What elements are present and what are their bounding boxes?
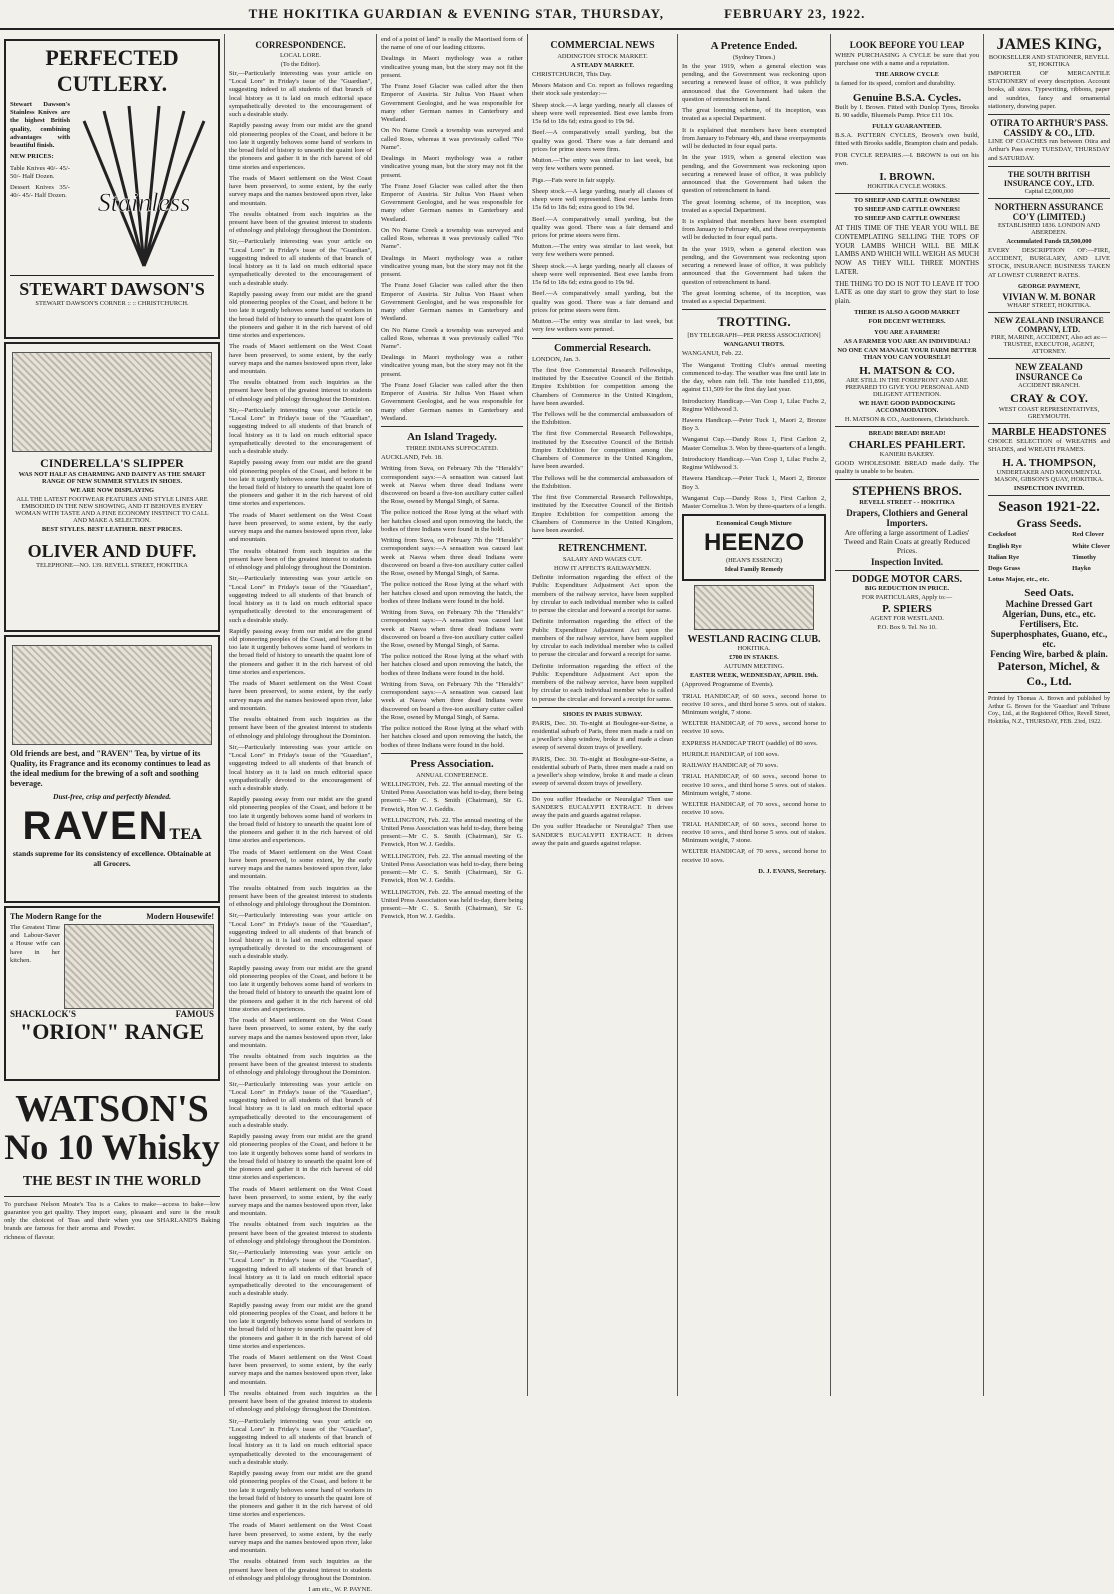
- bsa-head: Genuine B.S.A. Cycles.: [852, 91, 962, 104]
- trotting-para: Wanganui Cup.—Dandy Ross 1, First Carlton 2, Master Cornelius 3. Won by three-quarters of a length.: [682, 494, 827, 511]
- cutlery-title: PERFECTED CUTLERY.: [45, 45, 179, 96]
- range-right: Modern Housewife!: [146, 912, 214, 921]
- watson-name: WATSON'S: [15, 1088, 209, 1130]
- correspondence-sub: LOCAL LORE.: [280, 52, 321, 59]
- sheep-line: TO SHEEP AND CATTLE OWNERS!: [854, 215, 960, 223]
- corr-para: Rapidly passing away from our midst are the grand old pioneering peoples of the Coast, and before it be too late it urgently behoves some hand of workers in the broad field of history to unearth the quaint lore of the pioneers and gather it in the rich harvest of old time stories and experiences.: [229, 1301, 372, 1350]
- northern-head: NORTHERN ASSURANCE CO'Y (LIMITED.): [994, 201, 1104, 222]
- seed-item: Timothy: [1072, 553, 1097, 561]
- seed-item: Cocksfoot: [988, 531, 1017, 539]
- comm-para: Mutton.—The entry was similar to last week, but very few wethers were penned.: [532, 157, 673, 173]
- comm-para: Messrs Matson and Co. report as follows regarding their stock sale yesterday:—: [532, 82, 673, 98]
- corr-para: The results obtained from such inquiries as the present have been of the greatest interest to students of ethnology and philology throughout the Dominion.: [229, 1053, 372, 1077]
- po-box: P.O. Box 9. Tel. No 10.: [877, 624, 937, 632]
- corr-para: Rapidly passing away from our midst are the grand old pioneering peoples of the Coast, and before it be too late it urgently behoves some hand of workers in the broad field of history to unearth the quaint lore of the pioneers and gather it in the rich harvest of old time stories and experiences.: [229, 1470, 372, 1519]
- otira-body: LINE OF COACHES run between Otira and Arthur's Pass every TUESDAY, THURSDAY and SATURDAY.: [988, 138, 1110, 162]
- racing-para: RAILWAY HANDICAP, of 70 sovs.: [682, 762, 779, 770]
- island-para: Writing from Suva, on February 7th the "Herald's" correspondent says:—A sensation was caused last week at Nasva when three dead Indians were discovered on board a five-ton auxiliary cutter called the Rose, owned by Mungal Singh, of Sarna.: [381, 609, 523, 649]
- corr-para: The roads of Maori settlement on the West Coast have been preserved, to some extent, by the early survey maps and the names bestowed upon river, lake and mountain.: [229, 1017, 372, 1049]
- seed-item: Italian Rye: [988, 553, 1020, 561]
- pretence-para: In the year 1919, when a general election was pending, and the Government was reckoning upon securing a renewed lease of office, it was publicly announced that the Government had taken the question of retrenchment in hand.: [682, 245, 826, 286]
- george-payment: GEORGE PAYMENT,: [1017, 282, 1081, 290]
- slipper-line: WAS NOT HALF AS CHARMING AND DAINTY AS THE SMART RANGE OF NEW SUMMER STYLES IN SHOES.: [18, 471, 206, 485]
- cutlery-text: Stewart Dawson's Stainless Knives are the highest British quality, combining advantages with beautiful finish.: [10, 101, 70, 150]
- trotting-source: [BY TELEGRAPH—PER PRESS ASSOCIATION]: [687, 332, 821, 340]
- corr-para: The roads of Maori settlement on the West Coast have been preserved, to some extent, by the early survey maps and the names bestowed upon river, lake and mountain.: [229, 511, 372, 544]
- heenzo-top: Economical Cough Mixture: [716, 520, 792, 528]
- od-name: OLIVER AND DUFF.: [27, 541, 197, 561]
- eagle-illustration: [12, 645, 212, 745]
- racing-town: HOKITIKA.: [737, 645, 771, 653]
- shoes-para: PARIS, Dec. 30. To-night at Boulogne-sur-Seine, a residential suburb of Paris, three men made a raid on a jeweller's shop window, broke it and made a clean sweep of several dozen trays of jewellery.: [532, 719, 673, 752]
- drapers-body: Are offering a large assortment of Ladies' Tweed and Rain Coats at greatly Reduced Prices.: [844, 528, 970, 556]
- king-sub: BOOKSELLER AND STATIONER, REVELL ST, HOKITIKA: [988, 54, 1110, 68]
- corr-para: The roads of Maori settlement on the West Coast have been preserved, to some extent, by the early survey maps and the names bestowed upon river, lake and mountain.: [229, 1185, 372, 1218]
- press-para: WELLINGTON, Feb. 22. The annual meeting of the United Press Association was held to-day, there being present:—Mr C. S. Smith (Chairman), Sir G. Fenwick, Hon W. J. Geddis.: [381, 852, 523, 885]
- heenzo-tag: Ideal Family Remedy: [724, 566, 784, 574]
- corr-para: The results obtained from such inquiries as the present have been of the greatest interest to students of ethnology and philology throughout the Dominion.: [229, 1389, 372, 1414]
- comm-para: Sheep stock.—A large yarding, nearly all classes of sheep were well represented. Best ewe lambs from 15s 6d to 18s 6d; extra good to 19s 9d.: [532, 187, 673, 212]
- bonar-name: VIVIAN W. M. BONAR: [1002, 291, 1096, 302]
- island-para: AUCKLAND, Feb. 18.: [381, 454, 443, 462]
- dodge-sub: BIG REDUCTION IN PRICE.: [864, 585, 950, 593]
- corr-signoff: I am etc., W. P. PAYNE.: [308, 1586, 372, 1594]
- king-name: JAMES KING,: [996, 36, 1102, 53]
- bread-line: BREAD! BREAD! BREAD!: [868, 429, 946, 437]
- correspondence-head: CORRESPONDENCE.: [255, 40, 346, 50]
- lore-para: The Franz Josef Glacier was called after the then Emperor of Austria. Sir Julius Von Haast when Government Geologist, and he was responsible for many other German names in Canterbury and Westland.: [381, 83, 523, 124]
- corr-para: Sir,—Particularly interesting was your article on "Local Lore" in Friday's issue of the "Guardian", suggesting indeed to all students of that branch of local history as it is laid on much editorial space sympathetically devoted to the encouragement of such a desirable study.: [229, 743, 372, 792]
- corr-para: The results obtained from such inquiries as the present have been of the greatest interest to students of ethnology and philology throughout the Dominion.: [229, 1558, 372, 1582]
- sd-address: STEWART DAWSON'S CORNER :: :: CHRISTCHURCH.: [35, 300, 189, 307]
- northern-body: ESTABLISHED 1836. LONDON AND ABERDEEN.: [997, 221, 1101, 236]
- seed-item: White Clover: [1072, 542, 1110, 550]
- trotting-para: Introductory Handicap.—Van Cosp 1, Lilac Fuchs 2, Regime Wildwood 3.: [682, 397, 826, 413]
- research-para: LONDON, Jan. 3.: [532, 355, 581, 363]
- bonar-address: WHARF STREET, HOKITIKA.: [1007, 301, 1091, 309]
- article-tail: end of a point of land" is really the Maoriised form of the name of one of our leading citizens.: [381, 36, 523, 52]
- tea-note: To purchase Nelson Moate's Tea is a guarantee you get quality. They import only the choicest of Teas and their brands are famous for their aroma and richness of flavour.: [4, 1200, 110, 1241]
- press-sub: ANNUAL CONFERENCE.: [416, 771, 488, 779]
- island-para: Writing from Suva, on February 7th the "Herald's" correspondent says:—A sensation was caused last week at Nasva when three dead Indians were discovered on board a five-ton auxiliary cutter called the Rose, owned by Mungal Singh, of Sarna.: [381, 537, 523, 578]
- south-british: THE SOUTH BRITISH INSURANCE COY., LTD.: [1003, 169, 1095, 188]
- racing-head: WESTLAND RACING CLUB.: [687, 634, 821, 646]
- od-line: TELEPHONE—NO. 139. REVELL STREET, HOKITIKA: [36, 562, 188, 569]
- decent-wethers: FOR DECENT WETHERS.: [868, 317, 946, 325]
- arrow-sub: is famed for its speed, comfort and durability.: [835, 80, 956, 88]
- racehorse-illustration: [694, 585, 814, 630]
- sander-para: Do you suffer Headache or Neuralgia? Then use SANDER'S EUCALYPTI EXTRACT. It drives away the pain and guards against relapse.: [532, 823, 673, 847]
- nz-accident: NEW ZEALAND INSURANCE Co: [1015, 361, 1083, 382]
- shoe-illustration: [12, 352, 212, 452]
- sheep-line: TO SHEEP AND CATTLE OWNERS!: [854, 206, 960, 214]
- corr-para: Sir,—Particularly interesting was your article on "Local Lore" in Friday's issue of the "Guardian", suggesting indeed to all students of that branch of local history as it is laid on much editorial space sympathetically devoted to the encouragement of such a desirable study.: [229, 912, 372, 961]
- trotting-sub: WANGANUI TROTS.: [723, 341, 785, 349]
- corr-para: Sir,—Particularly interesting was your article on "Local Lore" in Friday's issue of the "Guardian", suggesting indeed to all students of that branch of local history as it is laid on much editorial space sympathetically devoted to the encouragement of such a desirable study.: [229, 1080, 372, 1129]
- machine-dressed: Machine Dressed Gart Algerian, Duns, etc., etc. Fertilisers, Etc.: [1002, 599, 1096, 630]
- pretence-para: The great looming scheme, of its inception, was treated as a special Department.: [682, 107, 826, 123]
- commercial-head: COMMERCIAL NEWS: [550, 40, 655, 51]
- slipper-now: WE ARE NOW DISPLAYING: [70, 487, 154, 494]
- racing-para: TRIAL HANDICAP, of 60 sovs., second horse to receive 10 sovs., and third horse 5 sovs. out of stakes. Minimum weight, 7 stone.: [682, 692, 826, 717]
- watson-whisky: No 10 Whisky: [4, 1127, 220, 1167]
- island-para: The police noticed the Rose lying at the wharf with her hatches closed and upon removing the hatch, the bodies of three Indians were found in the hold.: [381, 653, 523, 677]
- research-head: Commercial Research.: [554, 342, 651, 354]
- seed-item: Red Clover: [1072, 531, 1105, 539]
- corr-para: The roads of Maori settlement on the West Coast have been preserved, to some extent, by the early survey maps and the names bestowed upon river, lake and mountain.: [229, 1522, 372, 1555]
- research-para: The first five Commercial Research Fellowships, instituted by the Executive Council of the British Empire Exhibition for competition among the Chambers of Commerce in the United Kingdom, have been awarded.: [532, 430, 673, 471]
- lore-para: Dealings in Maori mythology was a rather vindicative young man, but the story may not fit the present.: [381, 254, 523, 279]
- corr-para: The results obtained from such inquiries as the present have been of the greatest interest to students of ethnology and philology throughout the Dominion.: [229, 1221, 372, 1245]
- corr-para: Sir,—Particularly interesting was your article on "Local Lore" in Friday's issue of the "Guardian", suggesting indeed to all students of that branch of local history as it is laid on much editorial space sympathetically devoted to the encouragement of such a desirable study.: [229, 1417, 372, 1466]
- press-para: WELLINGTON, Feb. 22. The annual meeting of the United Press Association was held to-day, there being present:—Mr C. S. Smith (Chairman), Sir G. Fenwick, Hon W. J. Geddis.: [381, 780, 523, 813]
- arrow-cycle: THE ARROW CYCLE: [875, 71, 939, 79]
- corr-para: The roads of Maori settlement on the West Coast have been preserved, to some extent, by the early survey maps and the names bestowed upon river, lake and mountain.: [229, 680, 372, 712]
- pretence-para: In the year 1919, when a general election was pending, and the Government was reckoning upon securing a renewed lease of office, it was publicly announced that the Government had taken the question of retrenchment in hand.: [682, 63, 826, 103]
- nz-accident-sub: ACCIDENT BRANCH.: [1017, 381, 1081, 389]
- corr-para: The roads of Maori settlement on the West Coast have been preserved, to some extent, by the early survey maps and the names bestowed upon river, lake and mountain.: [229, 1353, 372, 1386]
- nz-insurance: NEW ZEALAND INSURANCE COMPANY, LTD.: [994, 315, 1104, 334]
- lore-para: The Franz Josef Glacier was called after the then Emperor of Austria. Sir Julius Von Haast when Government Geologist, and he was responsible for many other German names in Canterbury and Westland.: [381, 182, 523, 223]
- lore-para: Dealings in Maori mythology was a rather vindicative young man, but the story may not fit the present.: [381, 55, 523, 79]
- corr-para: Rapidly passing away from our midst are the grand old pioneering peoples of the Coast, and before it be too late it urgently behoves some hand of workers in the broad field of history to unearth the quaint lore of the pioneers and gather it in the rich harvest of old time stories and experiences.: [229, 122, 372, 171]
- range-left: The Modern Range for the: [10, 912, 102, 921]
- imprint: Printed by Thomas A. Brown and published by Arthur G. Brown for the 'Guardian' and Tribune Coy., Ltd., at the Registered Office, Revell Street, Hokitika, N.Z., THURSDAY, FEB. 23rd, 1922.: [988, 696, 1110, 725]
- prices-head: NEW PRICES:: [10, 153, 54, 161]
- column-4: [528, 34, 678, 1396]
- corr-para: Rapidly passing away from our midst are the grand old pioneering peoples of the Coast, and before it be too late it urgently behoves some hand of workers in the broad field of history to unearth the quaint lore of the pioneers and gather it in the rich harvest of old time stories and experiences.: [229, 290, 372, 340]
- racing-para: EXPRESS HANDICAP TROT (saddle) of 80 sovs.: [682, 739, 818, 747]
- thompson-name: H. A. THOMPSON,: [1002, 457, 1096, 470]
- corr-para: Sir,—Particularly interesting was your article on "Local Lore" in Friday's issue of the "Guardian", suggesting indeed to all students of that branch of local history as it is laid on much editorial space sympathetically devoted to the encouragement of such a desirable study.: [229, 575, 372, 624]
- lore-para: On No Name Creek a township was surveyed and called Ross, whereas it was previously called "No Name".: [381, 226, 523, 251]
- ibrown-name: I. BROWN.: [879, 171, 935, 184]
- racing-para: TRIAL HANDICAP, of 60 sovs., second horse to receive 10 sovs., and third horse 5 sovs. out of stakes. Minimum weight, 7 stone.: [682, 820, 826, 845]
- retrenchment-sub: SALARY AND WAGES CUT.: [562, 556, 643, 564]
- trotting-para: Hawera Handicap.—Peter Tuck 1, Maori 2, Bronze Boy 3.: [682, 416, 826, 433]
- raven-tagline: Dust-free, crisp and perfectly blended.: [53, 792, 171, 801]
- pretence-para: It is explained that members have been exempted from January to February 4th, and these overpayments will be deducted in four equal parts.: [682, 126, 826, 151]
- funds: Accumulated Funds £8,500,000: [1006, 237, 1092, 245]
- dodge-head: DODGE MOTOR CARS.: [851, 574, 963, 586]
- baking-note: Cakes to make—access to bake—low easy, pleasant and sure is the result when you use SHARLAND'S Baking Powder.: [114, 1200, 220, 1233]
- island-para: The police noticed the Rose lying at the wharf with her hatches closed and upon removing the hatch, the bodies of three Indians were found in the hold.: [381, 509, 523, 533]
- corr-para: The results obtained from such inquiries as the present have been of the greatest interest to students of ethnology and philology throughout the Dominion.: [229, 210, 372, 235]
- trotting-para: Hawera Handicap.—Peter Tuck 1, Maori 2, Bronze Boy 3.: [682, 475, 826, 491]
- comm-para: CHRISTCHURCH, This Day.: [532, 71, 612, 78]
- racing-date: EASTER WEEK, WEDNESDAY, APRIL 19th.: [689, 672, 819, 680]
- racing-para: WELTER HANDICAP, of 70 sovs., second horse to receive 10 sovs.: [682, 848, 826, 864]
- column-5: [678, 34, 831, 1396]
- otira-head: OTIRA TO ARTHUR'S PASS. CASSIDY & CO., LTD.: [990, 118, 1108, 139]
- corr-para: The results obtained from such inquiries as the present have been of the greatest interest to students of ethnology and philology throughout the Dominion.: [229, 716, 372, 740]
- corr-para: Rapidly passing away from our midst are the grand old pioneering peoples of the Coast, and before it be too late it urgently behoves some hand of workers in the broad field of history to unearth the quaint lore of the pioneers and gather it in the rich harvest of old time stories and experiences.: [229, 459, 372, 508]
- trotting-para: Wanganui Cup.—Dandy Ross 1, First Carlton 2, Master Cornelius 3. Won by three-quarters of a length.: [682, 436, 827, 452]
- sd-name: STEWART DAWSON'S: [10, 275, 214, 300]
- matson-name: H. MATSON & CO.: [859, 364, 955, 377]
- bsa-body: Built by I. Brown. Fitted with Dunlop Tyres, Brooks B. 90 saddle, Bluemels Pump. Price £11 10s.: [835, 103, 979, 119]
- raven-logo: RAVEN: [22, 804, 170, 849]
- retrench-para: Definite information regarding the effect of the Public Expenditure Adjustment Act upon the members of the railway service, have been supplied by circular to each individual member who is called to peruse the circular and forward a receipt for same.: [532, 618, 673, 659]
- marble-body: CHOICE SELECTION of WREATHS and SHADES, and WREATH FRAMES.: [988, 437, 1110, 454]
- research-para: The first five Commercial Research Fellowships, instituted by the Executive Council of the British Empire Exhibition for competition among the Chambers of Commerce in the United Kingdom, have been awarded.: [532, 366, 673, 407]
- slipper-tagline: BEST STYLES. BEST LEATHER. BEST PRICES.: [41, 526, 183, 533]
- inspection-invited-2: INSPECTION INVITED.: [1013, 485, 1085, 493]
- corr-para: Rapidly passing away from our midst are the grand old pioneering peoples of the Coast, and before it be too late it urgently behoves some hand of workers in the broad field of history to unearth the quaint lore of the pioneers and gather it in the rich harvest of old time stories and experiences.: [229, 627, 372, 676]
- corr-para: Rapidly passing away from our midst are the grand old pioneering peoples of the Coast, and before it be too late it urgently behoves some hand of workers in the broad field of history to unearth the quaint lore of the pioneers and gather it in the rich harvest of old time stories and experiences.: [229, 964, 372, 1013]
- masthead: [0, 0, 1114, 30]
- guaranteed: FULLY GUARANTEED.: [872, 123, 942, 131]
- matson-body: ARE STILL IN THE FOREFRONT AND ARE PREPARED TO GIVE YOU PERSONAL AND DILIGENT ATTENTION.: [845, 376, 969, 398]
- heenzo-sub: (HEAN'S ESSENCE): [725, 557, 782, 565]
- shacklock: SHACKLOCK'S: [10, 1009, 77, 1019]
- cray-sub: WEST COAST REPRESENTATIVES, GREYMOUTH.: [998, 405, 1100, 420]
- inspection-invited: Inspection Invited.: [870, 557, 943, 568]
- slipper-ad: [4, 342, 220, 632]
- retrench-para: Definite information regarding the effect of the Public Expenditure Adjustment Act upon the members of the railway service, have been supplied by circular to each individual member who is called to peruse the circular and forward a receipt for same.: [532, 662, 673, 703]
- shoes-head: SHOES IN PARIS SUBWAY.: [562, 710, 643, 718]
- research-para: The Fellows will be the commercial ambassadors of the Exhibition.: [532, 410, 673, 427]
- seed-item: Hayko: [1072, 564, 1091, 572]
- pfahlert-name: CHARLES PFAHLERT.: [848, 438, 966, 451]
- agent-westland: AGENT FOR WESTLAND.: [870, 615, 944, 623]
- research-para: The Fellows will be the commercial ambassadors of the Exhibition.: [532, 474, 673, 490]
- corr-para: Sir,—Particularly interesting was your article on "Local Lore" in Friday's issue of the "Guardian", suggesting indeed to all students of that branch of local history as it is laid on much editorial space sympathetically devoted to the encouragement of such a desirable study.: [229, 70, 372, 119]
- range-ad: [4, 906, 220, 1081]
- orion-range: "ORION" RANGE: [20, 1019, 204, 1044]
- price-dessert: Dessert Knives 35/- 40/- 45/- Half Dozen.: [10, 184, 70, 200]
- comm-para: Pigs.—Fats were in fair supply.: [532, 176, 616, 184]
- lore-para: The Franz Josef Glacier was called after the then Emperor of Austria. Sir Julius Von Haast when Government Geologist, and he was responsible for many other German names in Canterbury and Westland.: [381, 282, 523, 323]
- watson-ad: [4, 1084, 220, 1197]
- pretence-head: A Pretence Ended.: [710, 40, 798, 52]
- press-head: Press Association.: [410, 757, 494, 770]
- island-para: Writing from Suva, on February 7th the "Herald's" correspondent says:—A sensation was caused last week at Nasva when three dead Indians were discovered on board a five-ton auxiliary cutter called the Rose, owned by Mungal Singh, of Sarna.: [381, 465, 523, 506]
- price-table: Table Knives 40/- 45/- 50/- Half Dozen.: [10, 164, 70, 180]
- corr-para: Sir,—Particularly interesting was your article on "Local Lore" in Friday's issue of the "Guardian", suggesting indeed to all students of that branch of local history as it is laid on much editorial space sympathetically devoted to the encouragement of such a desirable study.: [229, 406, 372, 456]
- lore-para: On No Name Creek a township was surveyed and called Ross, whereas it was previously called "No Name".: [381, 127, 523, 151]
- stock-body-2: THE THING TO DO IS NOT TO LEAVE IT TOO LATE as one day start to grow they start to lose plain.: [835, 279, 979, 306]
- trotting-para: WANGANUI, Feb. 22.: [682, 350, 743, 358]
- paddocking: WE HAVE GOOD PADDOCKING ACCOMMODATION.: [858, 399, 956, 414]
- retrench-para: Definite information regarding the effect of the Public Expenditure Adjustment Act upon the members of the railway service, have been supplied by circular to each individual member who is called to peruse the circular and forward a receipt for same.: [532, 574, 673, 615]
- column-6: [831, 34, 984, 1396]
- marble-head: MARBLE HEADSTONES: [991, 426, 1107, 438]
- racing-para: (Approved Programme of Events).: [682, 681, 774, 689]
- pretence-para: It is explained that members have been exempted from January to February 4th, and these overpayments will be deducted in four equal parts.: [682, 217, 826, 242]
- column-3: [377, 34, 528, 1396]
- stainless-script: Stainless: [97, 188, 191, 217]
- seed-oats: Seed Oats.: [1024, 587, 1074, 600]
- cycle-works: HOKITIKA CYCLE WORKS.: [867, 183, 947, 191]
- heenzo-ad: [682, 514, 826, 581]
- masthead-title: THE HOKITIKA GUARDIAN & EVENING STAR, THURSDAY,: [248, 6, 665, 21]
- column-2: [225, 34, 377, 1594]
- island-sub: THREE INDIANS SUFFOCATED.: [405, 445, 499, 453]
- island-para: Writing from Suva, on February 7th the "Herald's" correspondent says:—A sensation was caused last week at Nasva when three dead Indians were discovered on board a five-ton auxiliary cutter called the Rose, owned by Mungal Singh, of Sarna.: [381, 680, 523, 721]
- raven-text: Old friends are best, and "RAVEN" Tea, by virtue of its Quality, its Fragrance and its economy continues to lead as the ideal medium for the brewing of a soft and soothing beverage.: [10, 749, 211, 788]
- racing-para: TRIAL HANDICAP, of 60 sovs., second horse to receive 10 sovs., and third horse 5 sovs. out of stakes. Minimum weight, 7 stone.: [682, 773, 826, 797]
- seed-item: Lotus Major, etc., etc.: [988, 576, 1050, 584]
- retrenchment-sub2: HOW IT AFFECTS RAILWAYMEN.: [553, 565, 652, 573]
- spiers-name: P. SPIERS: [882, 603, 932, 616]
- stephens-address: REVELL STREET - - HOKITIKA: [859, 499, 955, 507]
- farmer-individual: AS A FARMER YOU ARE AN INDIVIDUAL!: [843, 337, 971, 345]
- shoes-para: PARIS, Dec. 30. To-night at Boulogne-sur-Seine, a residential suburb of Paris, three men made a raid on a jeweller's shop window, broke it and made a clean sweep of several dozen trays of jewellery.: [532, 755, 673, 788]
- lore-para: The Franz Josef Glacier was called after the then Emperor of Austria. Sir Julius Von Haast when Government Geologist, and he was responsible for many other German names in Canterbury and Westland.: [381, 381, 523, 422]
- superphosphates: Superphosphates, Guano, etc., etc.: [990, 629, 1108, 650]
- kanieri-bakery: KANIERI BAKERY.: [879, 450, 935, 458]
- lore-para: Dealings in Maori mythology was a rather vindicative young man, but the story may not fit the present.: [381, 354, 523, 378]
- grass-seeds: Grass Seeds.: [1016, 516, 1082, 531]
- corr-para: The roads of Maori settlement on the West Coast have been preserved, to some extent, by the early survey maps and the names bestowed upon river, lake and mountain.: [229, 848, 372, 881]
- comm-para: Beef.—A comparatively small yarding, but the quality was good. There was a fair demand and prices for prime steers were firm.: [532, 290, 673, 314]
- trotting-head: TROTTING.: [717, 314, 791, 330]
- lore-para: Dealings in Maori mythology was a rather vindicative young man, but the story may not fit the present.: [381, 155, 523, 179]
- steady-market: A STEADY MARKET.: [570, 62, 635, 69]
- capital: Capital £2,000,000: [1024, 187, 1074, 195]
- best-world: THE BEST IN THE WORLD: [22, 1173, 202, 1189]
- racing-secretary: D. J. EVANS, Secretary.: [758, 867, 826, 875]
- commercial-sub: ADDINGTON STOCK MARKET.: [557, 53, 648, 60]
- trotting-para: The Wanganui Trotting Club's annual meeting commenced to-day. The weather was fine until late in the day, when rain fell. The tote handled £11,896, against £11,509 for the first day last year.: [682, 361, 826, 394]
- dodge-parts: FOR PARTICULARS, Apply to:—: [861, 594, 953, 602]
- heenzo-logo: HEENZO: [703, 529, 804, 557]
- corr-para: Rapidly passing away from our midst are the grand old pioneering peoples of the Coast, and before it be too late it urgently behoves some hand of workers in the broad field of history to unearth the quaint lore of the pioneers and gather it in the rich harvest of old time stories and experiences.: [229, 1133, 372, 1182]
- island-para: The police noticed the Rose lying at the wharf with her hatches closed and upon removing the hatch, the bodies of three Indians were found in the hold.: [381, 581, 523, 605]
- pretence-source: (Sydney Times.): [732, 54, 776, 61]
- no-one-line: NO ONE CAN MANAGE YOUR FARM BETTER THAN YOU CAN YOURSELF!: [837, 346, 977, 361]
- research-para: The first five Commercial Research Fellowships, instituted by the Executive Council of the British Empire Exhibition for competition among the Chambers of Commerce in the United Kingdom, have been awarded.: [532, 494, 673, 535]
- racing-para: WELTER HANDICAP, of 70 sovs., second horse to receive 10 sovs.: [682, 720, 826, 736]
- look-head: LOOK BEFORE YOU LEAP: [849, 40, 965, 50]
- good-market: THERE IS ALSO A GOOD MARKET: [854, 308, 960, 316]
- king-body: IMPORTER OF MERCANTILE STATIONERY of every description. Account books, all sizes. Typewriting, ribbons, paper and sundries, fancy and ornamental stationery, drawing paper.: [988, 70, 1110, 110]
- slipper-body: ALL THE LATEST FOOTWEAR FEATURES AND STYLE LINES ARE EMBODIED IN THE NEW SHOWING, AND IT BEHOVES EVERY WOMAN WITH TASTE AND A FINE ECONOMY INSTINCT TO CALL AND MAKE A SELECTION.: [15, 496, 209, 524]
- island-head: An Island Tragedy.: [407, 431, 497, 444]
- raven-tea-word: TEA: [169, 827, 202, 844]
- correspondence-to: (To the Editor).: [280, 61, 321, 68]
- thompson-body: UNDERTAKER AND MONUMENTAL MASON, GIBSON'S QUAY, HOKITIKA.: [994, 469, 1104, 484]
- farmer-line: YOU ARE A FARMER!: [874, 328, 940, 336]
- comm-para: Sheep stock.—A large yarding, nearly all classes of sheep were well represented. Best ewe lambs from 15s 6d to 18s 6d; extra good to 19s 9d.: [532, 262, 673, 287]
- corr-para: Rapidly passing away from our midst are the grand old pioneering peoples of the Coast, and before it be too late it urgently behoves some hand of workers in the broad field of history to unearth the quaint lore of the pioneers and gather it in the rich harvest of old time stories and experiences.: [229, 796, 372, 845]
- pattern-cycles: B.S.A. PATTERN CYCLES, Brown's own build, fitted with Brooks saddle, Brampton chain and pedals.: [835, 132, 979, 148]
- retrenchment-head: RETRENCHMENT.: [558, 543, 647, 555]
- raven-tea-ad: [4, 635, 220, 903]
- press-para: WELLINGTON, Feb. 22. The annual meeting of the United Press Association was held to-day, there being present:—Mr C. S. Smith (Chairman), Sir G. Fenwick, Hon W. J. Geddis.: [381, 816, 523, 849]
- cray-name: CRAY & COY.: [1010, 390, 1088, 405]
- stephens-name: STEPHENS BROS.: [852, 483, 962, 499]
- range-stove-illustration: [64, 924, 214, 1009]
- comm-para: Sheep stock.—A large yarding, nearly all classes of sheep were well represented. Best ewe lambs from 15s 6d to 18s 6d; extra good to 19s 9d.: [532, 101, 673, 126]
- trotting-para: Introductory Handicap.—Van Cosp 1, Lilac Fuchs 2, Regime Wildwood 3.: [682, 455, 826, 472]
- comm-para: Beef.—A comparatively small yarding, but the quality was good. There was a fair demand and prices for prime steers were firm.: [532, 215, 673, 239]
- repairs: FOR CYCLE REPAIRS.—I. BROWN is out on his own.: [835, 151, 979, 167]
- bread-body: GOOD WHOLESOME BREAD made daily. The quality is unable to be beaten.: [835, 459, 979, 476]
- racing-para: HURDLE HANDICAP, of 100 sovs.: [682, 750, 780, 758]
- corr-para: The results obtained from such inquiries as the present have been of the greatest interest to students of ethnology and philology throughout the Dominion.: [229, 547, 372, 572]
- drapers-head: Drapers, Clothiers and General Importers.: [846, 508, 968, 529]
- racing-meeting: AUTUMN MEETING.: [724, 663, 784, 671]
- cutlery-ad: [4, 39, 220, 339]
- famous: FAMOUS: [175, 1009, 214, 1019]
- comm-para: Mutton.—The entry was similar to last week, but very few wethers were penned.: [532, 243, 673, 259]
- pretence-para: The great looming scheme, of its inception, was treated as a special Department.: [682, 289, 826, 306]
- corr-para: The roads of Maori settlement on the West Coast have been preserved, to some extent, by the early survey maps and the names bestowed upon river, lake and mountain.: [229, 174, 372, 207]
- corr-para: Sir,—Particularly interesting was your article on "Local Lore" in Friday's issue of the "Guardian", suggesting indeed to all students of that branch of local history as it is laid on much editorial space sympathetically devoted to the encouragement of such a desirable study.: [229, 1249, 372, 1298]
- knife-fan-illustration: [74, 101, 214, 271]
- corr-para: Sir,—Particularly interesting was your article on "Local Lore" in Friday's issue of the "Guardian", suggesting indeed to all students of that branch of local history as it is laid on much editorial space sympathetically devoted to the encouragement of such a desirable study.: [229, 238, 372, 287]
- press-para: WELLINGTON, Feb. 22. The annual meeting of the United Press Association was held to-day, there being present:—Mr C. S. Smith (Chairman), Sir G. Fenwick, Hon W. J. Geddis.: [381, 888, 523, 921]
- sheep-line: TO SHEEP AND CATTLE OWNERS!: [854, 197, 960, 205]
- seed-item: English Rye: [988, 542, 1022, 550]
- island-para: The police noticed the Rose lying at the wharf with her hatches closed and upon removing the hatch, the bodies of three Indians were found in the hold.: [381, 725, 523, 749]
- column-1: [0, 34, 225, 1396]
- nz-insurance-body: FIRE, MARINE, ACCIDENT, Also act as:— TRUSTEE, EXECUTOR, AGENT, ATTORNEY.: [991, 333, 1107, 355]
- seed-item: Dogs Grass: [988, 564, 1021, 572]
- range-text: The Greatest Time and Labour-Saver a House wife can have in her kitchen.: [10, 924, 60, 964]
- racing-stakes: £700 IN STAKES.: [729, 654, 779, 662]
- look-body: WHEN PURCHASING A CYCLE be sure that you purchase one with a name and a reputation.: [835, 52, 979, 68]
- pretence-para: The great looming scheme, of its inception, was treated as a special Department.: [682, 198, 826, 214]
- matson-sign: H. MATSON & CO., Auctioneers, Christchurch.: [844, 415, 970, 423]
- masthead-date: FEBRUARY 23, 1922.: [724, 6, 866, 21]
- sander-para: Do you suffer Headache or Neuralgia? Then use SANDER'S EUCALYPTI EXTRACT. It drives away the pain and guards against relapse.: [532, 795, 673, 820]
- corr-para: The roads of Maori settlement on the West Coast have been preserved, to some extent, by the early survey maps and the names bestowed upon river, lake and mountain.: [229, 343, 372, 375]
- corr-para: The results obtained from such inquiries as the present have been of the greatest interest to students of ethnology and philology throughout the Dominion.: [229, 884, 372, 909]
- comm-para: Beef.—A comparatively small yarding, but the quality was good. There was a fair demand and prices for prime steers were firm.: [532, 129, 673, 153]
- lore-para: On No Name Creek a township was surveyed and called Ross, whereas it was previously called "No Name".: [381, 326, 523, 350]
- fencing-wire: Fencing Wire, barbed & plain.: [990, 649, 1108, 660]
- season-head: Season 1921-22.: [998, 499, 1100, 516]
- comm-para: Mutton.—The entry was similar to last week, but very few wethers were penned.: [532, 318, 673, 334]
- corr-para: The results obtained from such inquiries as the present have been of the greatest interest to students of ethnology and philology throughout the Dominion.: [229, 379, 372, 403]
- column-7: [984, 34, 1114, 1396]
- paterson-name: Paterson, Michel, & Co., Ltd.: [997, 659, 1101, 689]
- northern-desc: EVERY DESCRIPTION OF:—FIRE, ACCIDENT, BURGLARY, AND LIVE STOCK, INSURANCE BUSINESS TAKEN AT LOWEST CURRENT RATES.: [988, 246, 1110, 279]
- racing-para: WELTER HANDICAP, of 70 sovs., second horse to receive 10 sovs.: [682, 801, 826, 817]
- stock-body: AT THIS TIME OF THE YEAR YOU WILL BE CONTEMPLATING SELLING THE TOPS OF YOUR LAMBS WHICH WILL BE MILK LAMBS AND WHICH WILL WEIGH AS MUCH NOW AS THEY WILL THREE MONTHS LATER.: [835, 224, 979, 276]
- raven-foot: stands supreme for its consistency of excellence. Obtainable at all Grocers.: [12, 849, 212, 868]
- pretence-para: In the year 1919, when a general election was pending, and the Government was reckoning upon securing a renewed lease of office, it was publicly announced that the Government had taken the question of retrenchment in hand.: [682, 154, 826, 195]
- slipper-title: CINDERELLA'S SLIPPER: [40, 456, 184, 470]
